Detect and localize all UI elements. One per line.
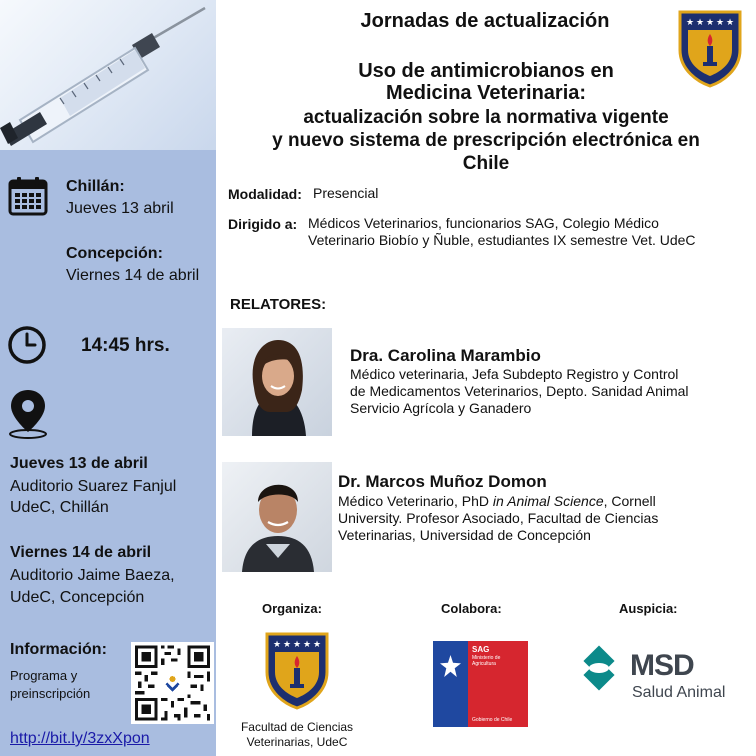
speaker-2-name: Dr. Marcos Muñoz Domon [338, 472, 547, 491]
speaker-1-line-3: Servicio Agrícola y Ganadero [350, 400, 532, 416]
sag-government: Gobierno de Chile [472, 717, 513, 723]
info-line2: preinscripción [10, 686, 91, 701]
msd-subtitle: Salud Animal [632, 684, 726, 701]
date-concepcion: Viernes 14 de abril [66, 267, 200, 284]
city-chillan: Chillán: [66, 178, 125, 195]
sidebar [0, 0, 216, 756]
dirigido-line-2: Veterinario Biobío y Ñuble, estudiantes IX semestre Vet. UdeC [308, 232, 696, 248]
description-line-1: actualización sobre la normativa vigente [303, 107, 669, 128]
info-label: Información: [10, 641, 107, 658]
svg-text:★: ★ [303, 640, 312, 650]
msd-name: MSD [630, 649, 694, 682]
svg-text:★: ★ [716, 18, 725, 28]
syringe-image [0, 0, 216, 150]
clock-icon [7, 325, 47, 370]
subtitle-line-2: Medicina Veterinaria: [385, 82, 587, 104]
city-concepcion: Concepción: [66, 245, 163, 262]
info-link[interactable]: http://bit.ly/3zxXpon [10, 730, 150, 747]
svg-text:★: ★ [283, 640, 292, 650]
calendar-icon [8, 176, 48, 221]
speakers-heading: RELATORES: [230, 296, 327, 313]
speaker-2-line-1 [338, 493, 656, 509]
organiza-caption-line-1: Facultad de Ciencias [240, 720, 354, 734]
info-line1: Programa y [10, 668, 78, 683]
dirigido-line-1: Médicos Veterinarios, funcionarios SAG, Colegio Médico [308, 215, 659, 231]
speaker-1-line-1: Médico veterinaria, Jefa Subdepto Registro y Control [350, 366, 679, 382]
speaker-1-name: Dra. Carolina Marambio [350, 346, 541, 365]
venue1-line2: UdeC, Chillán [10, 499, 109, 516]
event-subtitle [226, 60, 746, 104]
venue2-date: Viernes 14 de abril [10, 544, 152, 561]
organiza-caption-line-2: Veterinarias, UdeC [246, 735, 348, 749]
description-line-2: y nuevo sistema de prescripción electrónica en [272, 130, 700, 151]
dirigido-label: Dirigido a: [228, 216, 298, 232]
speaker-2-line-2: University. Profesor Asociado, Facultad de Ciencias [338, 510, 659, 526]
svg-text:★: ★ [313, 640, 322, 650]
venue1-line1: Auditorio Suarez Fanjul [10, 478, 177, 495]
speaker-2-line-1b: in Animal Science [492, 493, 604, 509]
event-title: Jornadas de actualización [360, 10, 610, 32]
description-line-3: Chile [462, 153, 510, 174]
speaker-1-line-2: de Medicamentos Veterinarios, Depto. Sanidad Animal [350, 383, 689, 399]
sag-ministry-line-2: Agricultura [472, 661, 496, 667]
colabora-label: Colabora: [441, 601, 502, 616]
svg-text:★: ★ [686, 18, 695, 28]
speaker-1-photo [222, 328, 332, 436]
subtitle-line-1: Uso de antimicrobianos en [358, 60, 614, 82]
auspicia-label: Auspicia: [619, 601, 678, 616]
sag-name: SAG [472, 645, 490, 654]
organiza-label: Organiza: [262, 601, 322, 616]
location-pin-icon [6, 388, 50, 445]
modalidad-value: Presencial [313, 185, 379, 201]
svg-text:★: ★ [706, 18, 715, 28]
udec-crest-footer-logo [265, 632, 329, 715]
svg-text:★: ★ [726, 18, 735, 28]
date-chillan: Jueves 13 abril [66, 200, 174, 217]
event-description [226, 106, 746, 175]
sag-ministry-line-1: Ministerio de [472, 655, 501, 661]
svg-text:★: ★ [273, 640, 282, 650]
venue2-line2: UdeC, Concepción [10, 589, 145, 606]
udec-crest-logo [678, 10, 742, 93]
sag-logo [433, 641, 528, 727]
organiza-caption [232, 720, 362, 750]
qr-code[interactable] [131, 642, 214, 724]
speaker-2-photo [222, 462, 332, 572]
svg-text:★: ★ [293, 640, 302, 650]
modalidad-label: Modalidad: [228, 186, 302, 202]
event-time: 14:45 hrs. [81, 335, 170, 356]
msd-logo-mark [574, 644, 624, 697]
venue2-line1: Auditorio Jaime Baeza, [10, 567, 175, 584]
venue1-date: Jueves 13 de abril [10, 455, 148, 472]
speaker-2-line-1c: , Cornell [603, 493, 656, 509]
speaker-2-line-1a: Médico Veterinario, PhD [338, 493, 493, 509]
speaker-2-line-3: Veterinarias, Universidad de Concepción [338, 527, 591, 543]
sag-ministry [472, 655, 500, 667]
svg-text:★: ★ [696, 18, 705, 28]
